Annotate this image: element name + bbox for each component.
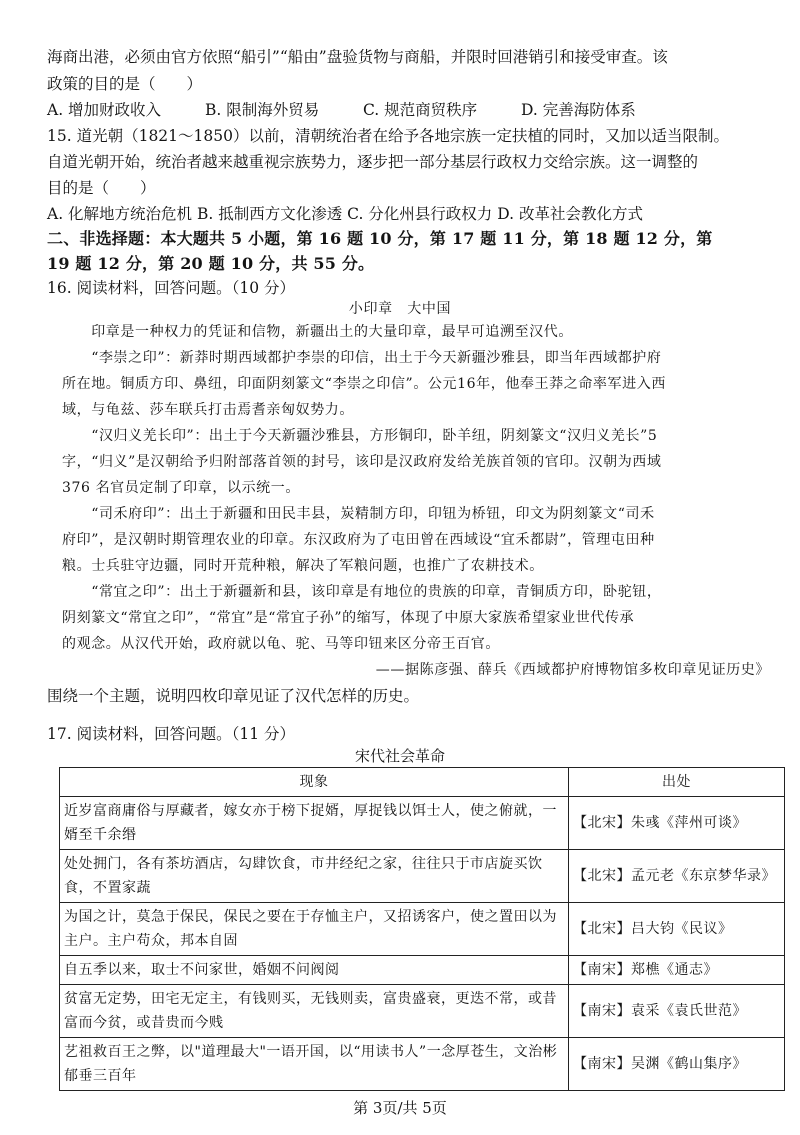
q16-material-title: 小印章 大中国 — [348, 301, 452, 317]
song-society-table — [59, 767, 785, 1091]
material-line: 粮。士兵驻守边疆，同时开荒种粮，解决了军粮问题，也推广了农耕技术。 — [62, 558, 544, 574]
q15-text-line-1: 15. 道光朝（1821～1850）以前，清朝统治者在给予各地宗族一定扶植的同时，又加以适当限制。 — [47, 127, 729, 145]
table-header-row — [60, 768, 785, 797]
material-line: 印章是一种权力的凭证和信物，新疆出土的大量印章，最早可追溯至汉代。 — [62, 324, 573, 340]
source-cell: 【北宋】吕大钧《民议》 — [569, 903, 785, 956]
material-line: 域，与龟兹、莎车联兵打击焉耆亲匈奴势力。 — [62, 402, 354, 418]
q14-option-c[interactable]: C. 规范商贸秩序 — [363, 101, 478, 119]
q17-table-title: 宋代社会革命 — [354, 747, 445, 765]
q17-heading: 17. 阅读材料，回答问题。（11 分） — [47, 725, 295, 743]
q15-text-line-2: 自道光朝开始，统治者越来越重视宗族势力，逐步把一部分基层行政权力交给宗族。这一调整的 — [47, 153, 699, 171]
table-row — [60, 797, 785, 850]
table-row — [60, 956, 785, 985]
source-cell: 【南宋】郑樵《通志》 — [569, 956, 785, 985]
q15-text-line-3: 目的是（ ） — [47, 179, 156, 197]
table-row — [60, 903, 785, 956]
material-source: ——据陈彦强、薛兵《西域都护府博物馆多枚印章见证历史》 — [375, 662, 770, 678]
source-cell: 【南宋】吴渊《鹤山集序》 — [569, 1038, 785, 1091]
q14-option-b[interactable]: B. 限制海外贸易 — [205, 101, 320, 119]
phenomenon-cell: 艺祖救百王之弊，以"道理最大"一语开国，以“用读书人”一念厚苍生，文治彬郁垂三百年 — [60, 1038, 569, 1091]
table-row — [60, 850, 785, 903]
phenomenon-cell: 贫富无定势，田宅无定主，有钱则买，无钱则卖，富贵盛衰，更迭不常，或昔富而今贫，或昔贵而今贱 — [60, 985, 569, 1038]
material-line: “李崇之印”：新莽时期西域都护李崇的印信，出土于今天新疆沙雅县，即当年西域都护府 — [62, 350, 662, 366]
section-2-heading-line-1: 二、非选择题：本大题共 5 小题，第 16 题 10 分，第 17 题 11 分，第 18 题 12 分，第 — [47, 229, 713, 248]
material-line: 的观念。从汉代开始，政府就以龟、驼、马等印钮来区分帝王百官。 — [62, 636, 500, 652]
material-line: 所在地。铜质方印、鼻纽，印面阴刻篆文“李崇之印信”。公元16年，他奉王莽之命率军进入西 — [62, 376, 666, 392]
material-line: 376 名官员定制了印章，以示统一。 — [62, 480, 300, 496]
phenomenon-cell: 为国之计，莫急于保民，保民之要在于存恤主户，又招诱客户，使之置田以为主户。主户苟众，邦本自固 — [60, 903, 569, 956]
phenomenon-cell: 自五季以来，取士不问家世，婚姻不问阀阅 — [60, 956, 569, 985]
q14-options — [47, 98, 636, 122]
source-cell: 【北宋】孟元老《东京梦华录》 — [569, 850, 785, 903]
page-number-footer: 第 3页/共 5页 — [353, 1099, 447, 1117]
table-row — [60, 985, 785, 1038]
q14-option-a[interactable]: A. 增加财政收入 — [47, 101, 162, 119]
q14-option-d[interactable]: D. 完善海防体系 — [521, 101, 636, 119]
material-line: “司禾府印”：出土于新疆和田民丰县，炭精制方印，印钮为桥钮，印文为阴刻篆文“司禾 — [62, 506, 655, 522]
q14-text-line-1: 海商出港，必须由官方依照“船引”“船由”盘验货物与商船，并限时回港销引和接受审查。该 — [47, 48, 668, 66]
material-line: 字，“归义”是汉朝给予归附部落首领的封号，该印是汉政府发给羌族首领的官印。汉朝为西域 — [62, 454, 662, 470]
material-line: 府印”，是汉朝时期管理农业的印章。东汉政府为了屯田曾在西域设“宜禾都尉”，管理屯田种 — [62, 532, 655, 548]
material-line: “汉归义羌长印”：出土于今天新疆沙雅县，方形铜印，卧羊纽，阴刻篆文“汉归义羌长”5 — [62, 428, 658, 444]
source-cell: 【北宋】朱彧《萍州可谈》 — [569, 797, 785, 850]
table-row — [60, 1038, 785, 1091]
header-phenomenon: 现象 — [60, 768, 569, 797]
header-source: 出处 — [569, 768, 785, 797]
q16-heading: 16. 阅读材料，回答问题。（10 分） — [47, 279, 295, 297]
material-line: 阴刻篆文“常宜之印”，“常宜”是“常宜子孙”的缩写，体现了中原大家族希望家业世代传承 — [62, 610, 635, 626]
phenomenon-cell: 处处拥门，各有茶坊酒店，勾肆饮食，市井经纪之家，往往只于市店旋买饮食，不置家蔬 — [60, 850, 569, 903]
q16-question: 围绕一个主题，说明四枚印章见证了汉代怎样的历史。 — [47, 687, 420, 705]
source-cell: 【南宋】袁采《袁氏世范》 — [569, 985, 785, 1038]
phenomenon-cell: 近岁富商庸俗与厚藏者，嫁女亦于榜下捉婿，厚捉钱以饵士人，使之俯就，一婿至千余缗 — [60, 797, 569, 850]
material-line: “常宜之印”：出土于新疆新和县，该印章是有地位的贵族的印章，青铜质方印，卧驼钮， — [62, 584, 662, 600]
section-2-heading-line-2: 19 题 12 分，第 20 题 10 分，共 55 分。 — [47, 254, 375, 273]
q15-options: A. 化解地方统治危机 B. 抵制西方文化渗透 C. 分化州县行政权力 D. 改革社会教化方式 — [47, 205, 643, 223]
q14-text-line-2: 政策的目的是（ ） — [47, 75, 203, 93]
